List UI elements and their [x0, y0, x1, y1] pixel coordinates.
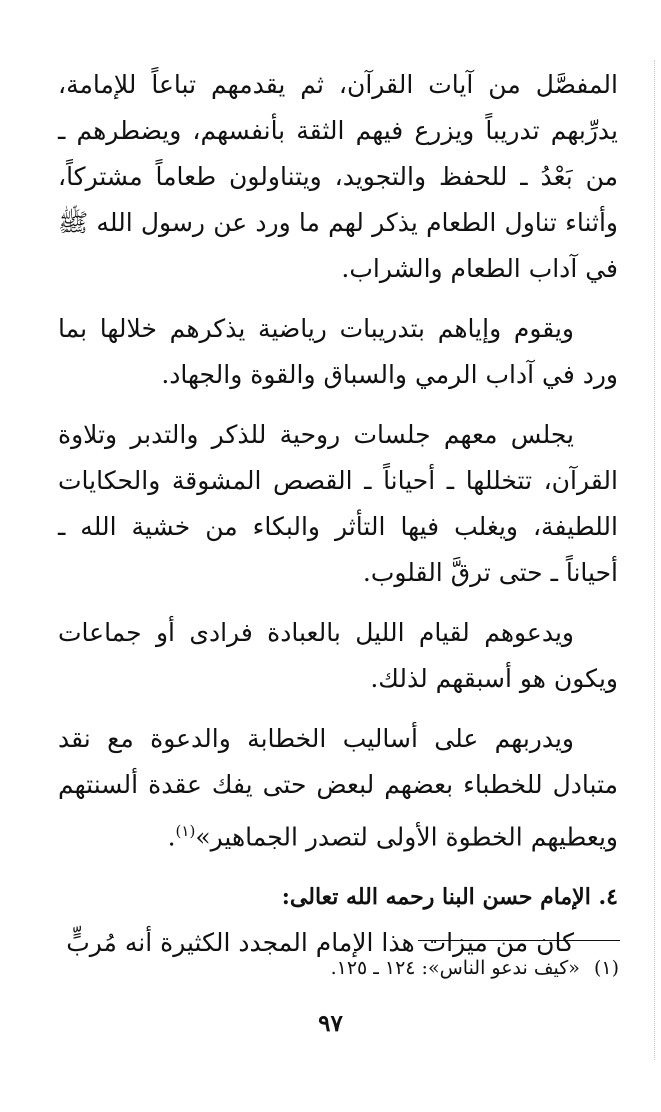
- paragraph-5: [58, 716, 618, 860]
- footnote-number: (١): [593, 957, 619, 979]
- footnote-text: «كيف ندعو الناس»: ١٢٤ ـ ١٢٥.: [330, 957, 580, 979]
- paragraph-2-text: ويقوم وإياهم بتدريبات رياضية يذكرهم خلالها بما ورد في آداب الرمي والسباق والقوة والجهاد.: [58, 314, 618, 389]
- paragraph-1-text: المفصَّل من آيات القرآن، ثم يقدمهم تباعاً للإمامة، يدرِّبهم تدريباً ويزرع فيهم الثقة بأنفسهم، ويضطرهم ـ من بَعْدُ ـ للحفظ والتجويد، ويتناولون طعاماً مشتركاً، وأثناء تناول الطعام يذكر لهم ما ورد عن رسول الله ﷺ في آداب الطعام والشراب.: [58, 70, 618, 283]
- footnote: [331, 952, 619, 984]
- section-heading: ٤. الإمام حسن البنا رحمه الله تعالى:: [281, 884, 618, 911]
- paragraph-5-text: ويدربهم على أساليب الخطابة والدعوة مع نقد متبادل للخطباء بعضهم لبعض حتى يفك عقدة ألسنتهم ويعطيهم الخطوة الأولى لتصدر الجماهير»: [58, 724, 618, 852]
- footnote-reference[interactable]: (١): [175, 822, 196, 840]
- paragraph-3: [58, 412, 618, 596]
- paragraph-3-text: يجلس معهم جلسات روحية للذكر والتدبر وتلاوة القرآن، تتخللها ـ أحياناً ـ القصص المشوقة والحكايات اللطيفة، ويغلب فيها التأثر والبكاء من خشية الله ـ أحياناً ـ حتى ترقَّ القلوب.: [58, 420, 618, 587]
- paragraph-1: [58, 62, 618, 292]
- paragraph-5-end: .: [167, 822, 176, 852]
- footnote-separator: [418, 940, 620, 941]
- paragraph-4-text: ويدعوهم لقيام الليل بالعبادة فرادى أو جماعات ويكون هو أسبقهم لذلك.: [58, 618, 618, 693]
- paragraph-2: [58, 306, 618, 398]
- scan-edge-line: [654, 60, 655, 1060]
- page-number: ٩٧: [318, 1010, 343, 1037]
- paragraph-6-text: كان من ميزات هذا الإمام المجدد الكثيرة أنه مُربٍّ: [66, 928, 574, 958]
- page-body: [58, 62, 618, 966]
- paragraph-4: [58, 610, 618, 702]
